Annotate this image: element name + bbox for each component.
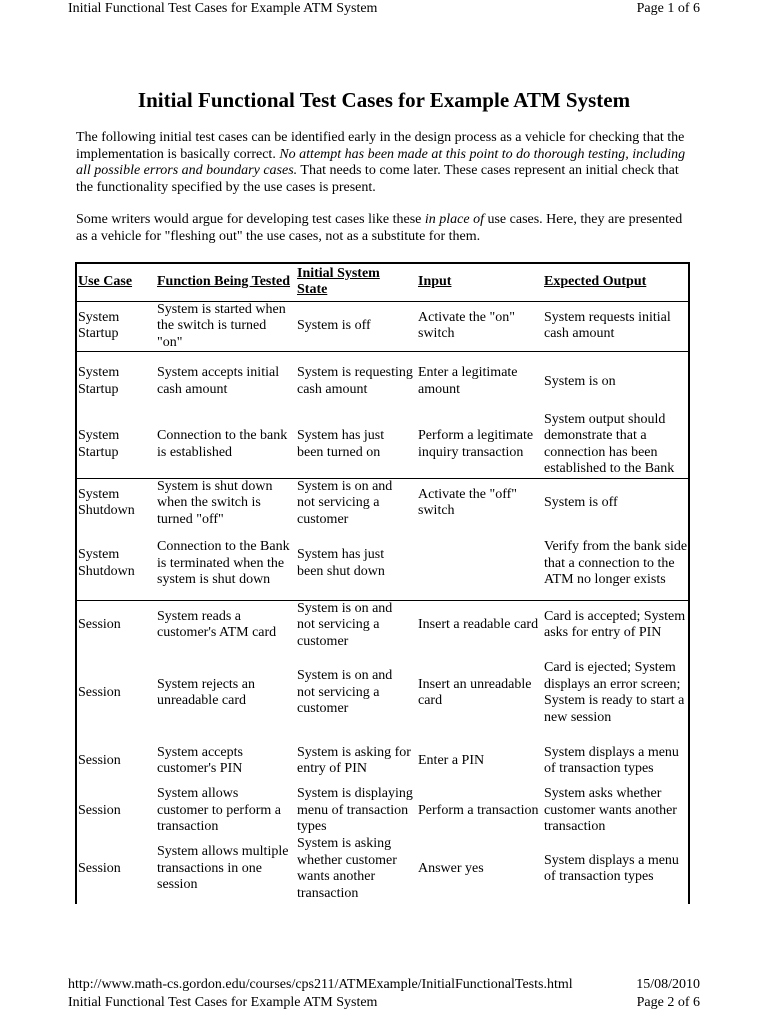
intro-text-italic: No attempt has been made at this point to do thorough testing, including all possible errors and boundary cases. — [76, 146, 686, 178]
cell-function-tested: System is shut down when the switch is turned "off" — [157, 478, 273, 527]
header-page-number: Page 1 of 6 — [636, 1, 700, 16]
cell-initial-state: System is on and not servicing a customer — [297, 600, 393, 649]
cell-initial-state: System has just been turned on — [297, 428, 385, 460]
table-row — [75, 600, 690, 650]
cell-use-case: System Startup — [78, 365, 120, 397]
cell-use-case: Session — [78, 860, 121, 876]
cell-use-case: System Startup — [78, 309, 120, 342]
table-row — [75, 352, 690, 412]
cell-expected-output: Card is ejected; System displays an error screen; System is ready to start a new session — [544, 660, 685, 725]
footer-title: Initial Functional Test Cases for Example ATM System — [68, 995, 378, 1010]
cell-input: Activate the "off" switch — [418, 486, 518, 519]
cell-expected-output: System is off — [544, 495, 618, 510]
intro-text-c: That needs to come later. These cases represent an initial check that the functionality specified by the use cases is present. — [76, 163, 679, 195]
cell-use-case: Session — [78, 684, 121, 700]
table-header-row — [75, 263, 690, 301]
table-row — [75, 736, 690, 786]
cell-input — [415, 528, 541, 600]
cell-input: Perform a transaction — [418, 802, 539, 818]
document-title: Initial Functional Test Cases for Example ATM System — [137, 88, 631, 112]
cell-function-tested: System is started when the switch is turned "on" — [157, 301, 286, 350]
cell-input: Activate the "on" switch — [418, 309, 515, 342]
header-input: Input — [418, 274, 452, 289]
cell-function-tested: System accepts customer's PIN — [157, 744, 243, 776]
header-initial-state: Initial System State — [297, 265, 380, 298]
cell-function-tested: System allows multiple transactions in one session — [157, 844, 289, 893]
footer-date: 15/08/2010 — [636, 977, 700, 992]
table-row — [75, 301, 690, 352]
cell-function-tested: System allows customer to perform a transaction — [157, 786, 282, 835]
table-row — [75, 836, 690, 902]
cell-input: Enter a PIN — [418, 752, 485, 768]
cell-use-case: System Startup — [78, 428, 120, 460]
table-row — [75, 650, 690, 736]
second-text-italic: in place of — [424, 212, 484, 227]
cell-function-tested: System reads a customer's ATM card — [157, 608, 277, 641]
cell-initial-state: System is asking whether customer wants another transaction — [297, 836, 397, 901]
cell-use-case: Session — [78, 802, 121, 818]
cell-initial-state: System is on and not servicing a customer — [297, 668, 393, 717]
cell-function-tested: System accepts initial cash amount — [157, 365, 280, 397]
cell-expected-output: System output should demonstrate that a connection has been established to the Bank — [544, 411, 675, 476]
cell-initial-state: System is displaying menu of transaction types — [297, 786, 413, 835]
cell-use-case: System Shutdown — [78, 486, 135, 519]
table-right-rule — [688, 262, 690, 904]
intro-paragraph — [76, 130, 696, 196]
cell-use-case: Session — [78, 617, 121, 632]
footer-url[interactable]: http://www.math-cs.gordon.edu/courses/cps211/ATMExample/InitialFunctionalTests.html — [68, 977, 573, 992]
cell-input: Perform a legitimate inquiry transaction — [418, 428, 534, 460]
header-function-tested: Function Being Tested — [157, 274, 291, 289]
cell-input: Insert an unreadable card — [418, 676, 532, 708]
table-left-rule — [75, 262, 77, 904]
cell-use-case: Session — [78, 752, 121, 768]
cell-use-case: System Shutdown — [78, 547, 135, 579]
cell-initial-state: System is requesting cash amount — [297, 365, 413, 397]
table-row — [75, 478, 690, 528]
cell-expected-output: System asks whether customer wants another transaction — [544, 786, 677, 835]
intro-text-a: The following initial test cases can be identified early in the design process as a vehicle for checking that the implementation is basically correct. — [76, 130, 685, 162]
cell-expected-output: Card is accepted; System asks for entry of PIN — [544, 608, 686, 641]
second-text-a: Some writers would argue for developing test cases like these — [76, 212, 425, 227]
cell-initial-state: System is asking for entry of PIN — [297, 744, 411, 776]
header-title: Initial Functional Test Cases for Example ATM System — [68, 1, 378, 16]
page-header — [68, 0, 700, 20]
cell-expected-output: System displays a menu of transaction types — [544, 852, 679, 884]
cell-expected-output: Verify from the bank side that a connection to the ATM no longer exists — [544, 539, 688, 587]
cell-expected-output: System requests initial cash amount — [544, 309, 671, 342]
second-text-c: use cases. Here, they are presented as a vehicle for "fleshing out" the use cases, not as a substitute for them. — [76, 212, 683, 244]
cell-input: Enter a legitimate amount — [418, 365, 518, 397]
footer-page-number: Page 2 of 6 — [636, 995, 700, 1010]
header-use-case: Use Case — [78, 274, 133, 289]
table-row — [75, 528, 690, 600]
cell-initial-state: System is off — [297, 318, 371, 333]
cell-function-tested: System rejects an unreadable card — [157, 676, 255, 708]
second-paragraph — [76, 212, 696, 245]
cell-expected-output: System displays a menu of transaction types — [544, 744, 679, 776]
cell-expected-output: System is on — [544, 373, 616, 389]
cell-initial-state: System is on and not servicing a customer — [297, 478, 393, 527]
table-row — [75, 412, 690, 479]
table-row — [75, 786, 690, 836]
cell-input: Insert a readable card — [418, 617, 539, 632]
header-expected-output: Expected Output — [544, 274, 647, 289]
cell-function-tested: Connection to the Bank is terminated when the system is shut down — [157, 539, 290, 587]
cell-function-tested: Connection to the bank is established — [157, 428, 288, 460]
cell-initial-state: System has just been shut down — [297, 547, 385, 579]
test-cases-table — [75, 262, 690, 902]
cell-input: Answer yes — [418, 860, 484, 876]
